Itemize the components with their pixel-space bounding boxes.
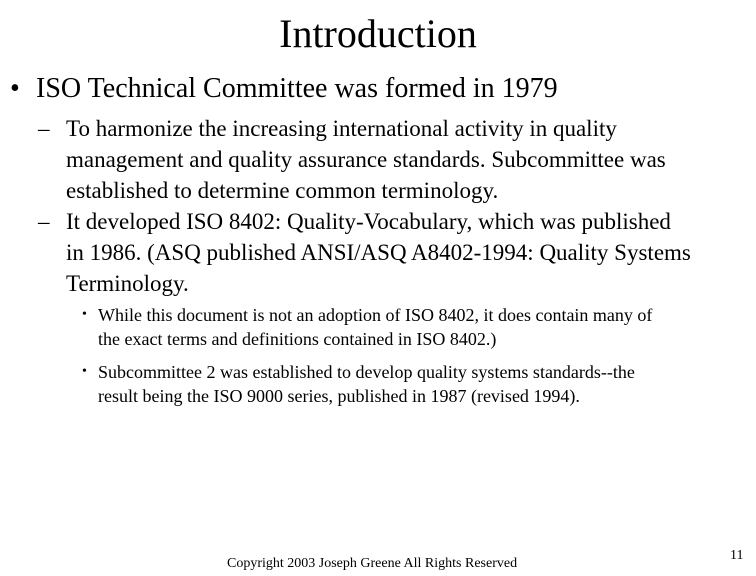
bullet-dot-icon: • xyxy=(82,364,87,379)
subsubpoint-text xyxy=(98,360,750,408)
subsubpoint-line: the exact terms and definitions contained in ISO 8402.) xyxy=(98,329,497,349)
bullet-dot-icon: • xyxy=(10,73,20,104)
subsubpoint-text xyxy=(98,303,750,351)
subsubpoint-line: result being the ISO 9000 series, published in 1987 (revised 1994). xyxy=(98,386,580,406)
subpoint-text xyxy=(66,113,756,206)
subpoint-line: in 1986. (ASQ published ANSI/ASQ A8402-1994: Quality Systems xyxy=(66,240,691,265)
subpoint-text xyxy=(66,206,756,299)
subpoint-line: It developed ISO 8402: Quality-Vocabulary, which was published xyxy=(66,209,671,234)
copyright-footer: Copyright 2003 Joseph Greene All Rights Reserved xyxy=(227,556,518,571)
subpoint-line: To harmonize the increasing international activity in quality xyxy=(66,116,617,141)
bullet-dot-icon: • xyxy=(82,307,87,322)
slide-title: Introduction xyxy=(279,11,477,56)
dash-icon: – xyxy=(38,116,50,141)
dash-icon: – xyxy=(38,209,50,234)
subpoint-line: Terminology. xyxy=(66,271,189,296)
subpoint-line: established to determine common terminology. xyxy=(66,178,499,203)
subsubpoint-line: Subcommittee 2 was established to develop quality systems standards--the xyxy=(98,362,635,382)
bullet-level1-text: ISO Technical Committee was formed in 1979 xyxy=(36,73,558,104)
page-number: 11 xyxy=(730,548,744,563)
subpoint-line: management and quality assurance standards. Subcommittee was xyxy=(66,147,666,172)
subsubpoint-line: While this document is not an adoption of ISO 8402, it does contain many of xyxy=(98,305,653,325)
